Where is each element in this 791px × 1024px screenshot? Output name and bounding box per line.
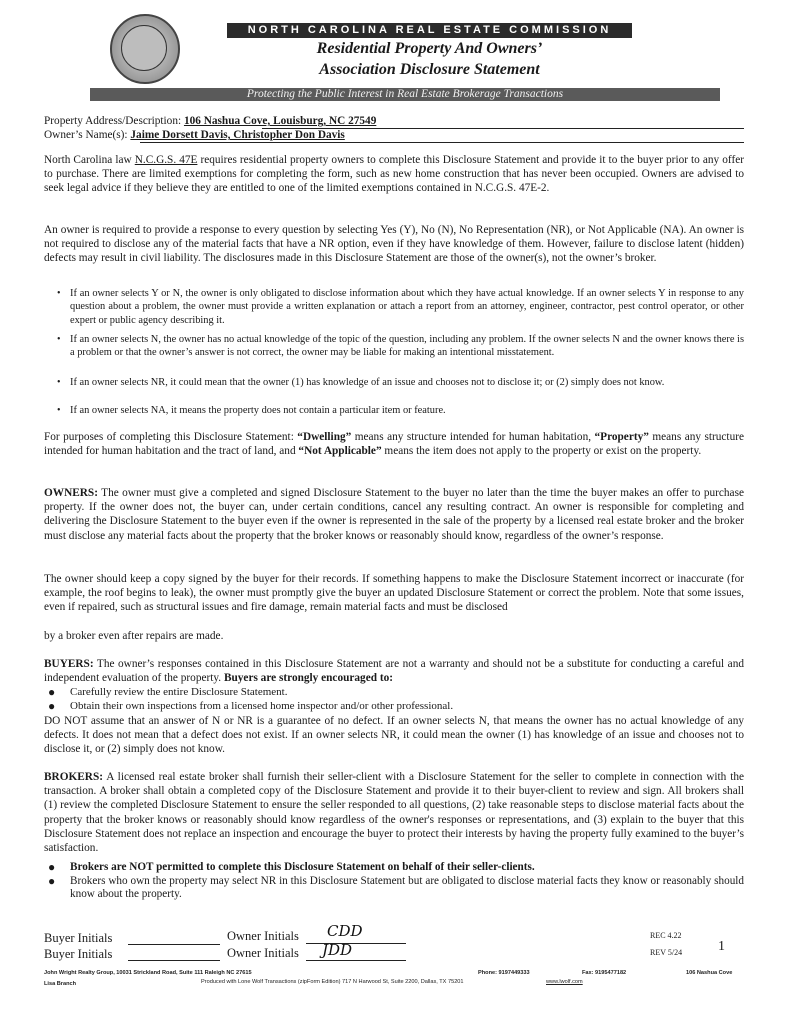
response-bullet-1 (57, 287, 744, 327)
footer-brokerage: John Wright Realty Group, 10031 Strickland Road, Suite 111 Raleigh NC 27615 (44, 970, 252, 976)
buyers-bullet-2-text: Obtain their own inspections from a licensed home inspector and/or other professional. (70, 700, 454, 712)
owners-paragraph-2-end: by a broker even after repairs are made. (44, 630, 224, 642)
owners-heading: OWNERS: (44, 487, 98, 499)
property-address-label: Property Address/Description: (44, 115, 182, 127)
rev-code: REV 5/24 (650, 948, 683, 957)
owner-initials-label-2: Owner Initials (227, 946, 299, 960)
brokers-bullet-1-text: Brokers are NOT permitted to complete this Disclosure Statement on behalf of their seller-clients. (70, 861, 535, 873)
response-bullet-1-text: If an owner selects Y or N, the owner is only obligated to disclose information about which they have actual knowledge. If an owner selects Y in response to any question about a problem, the owner must provide a written explanation or attach a report from an attorney, engineer, contractor, pest control operator, or other expert or public agency describing it. (70, 288, 744, 326)
commission-banner: NORTH CAROLINA REAL ESTATE COMMISSION (227, 23, 632, 38)
buyer-initials-label-2: Buyer Initials (44, 947, 113, 961)
footer-address: 106 Nashua Cove (686, 970, 733, 976)
brokers-paragraph (44, 770, 744, 855)
response-bullet-2 (57, 333, 744, 360)
buyer-initials-line-1[interactable] (128, 944, 220, 945)
owners-p2-text: The owner should keep a copy signed by the buyer for their records. If something happens to make the Disclosure Statement incorrect or inaccurate (for example, the roof begins to leak), the owner must promptly give the buyer an updated Disclosure Statement or correct the problem. Note that some issues, even if repaired, such as structural issues and fire damage, remain material facts and must be disclosed (44, 573, 744, 614)
footer-produced: Produced with Lone Wolf Transactions (zipForm Edition) 717 N Harwood St, Suite 2200, Dallas, TX 75201 (201, 979, 464, 985)
bullet-dot: • (57, 288, 61, 299)
buyers-encouraged: Buyers are strongly encouraged to: (223, 672, 393, 685)
brokers-p1-text: A licensed real estate broker shall furnish their seller-client with a Disclosure Statement for the seller to complete in connection with the transaction. A broker shall obtain a completed copy of the Disclosure Statement and provide it to their buyer-client to review and sign. All brokers shall (1) review the completed Disclosure Statement to ensure the seller responded to all questions, (2) take reasonable steps to disclose material facts about the property that the broker knows or reasonably should know regardless of the owner's responses or representations, and (3) explain to the buyer that this Disclosure Statement does not replace an inspection and encourage the buyer to protect their interests by having the property fully examined to the buyer’s satisfaction. (44, 771, 744, 855)
bullet-dot: ● (48, 685, 56, 699)
seal-center (121, 25, 167, 71)
buyers-paragraph-1 (44, 657, 744, 685)
form-title-line1: Residential Property And Owners’ (316, 40, 543, 57)
form-title-line2: Association Disclosure Statement (319, 61, 540, 78)
term-not-applicable: “Not Applicable” (298, 445, 382, 458)
bullet-dot: • (57, 405, 61, 416)
buyers-paragraph-2: DO NOT assume that an answer of N or NR is a guarantee of no defect. If an owner selects N, that means the owner has no actual knowledge of any defects. It does not mean that a defect does not exist. If an owner selects NR, it could mean the owner (1) has knowledge of an issue and chooses not to disclose it, or (2) simply does not know. (44, 715, 744, 756)
tagline-banner: Protecting the Public Interest in Real Estate Brokerage Transactions (90, 88, 720, 101)
bullet-dot: ● (48, 874, 56, 888)
definitions-text-c: means any structure intended for human habitation and the tract of land, and (44, 431, 744, 458)
owners-p1-text: The owner must give a completed and signed Disclosure Statement to the buyer no later than the time the buyer makes an offer to purchase property. If the owner does not, the buyer can, under certain conditions, cancel any resulting contract. An owner is responsible for completing and delivering the Disclosure Statement to the buyer even if the owner is represented in the sale of the property by a licensed real estate broker and the broker must disclose any material facts about the property that the broker knows or reasonably should know, regardless of the owner’s response. (44, 487, 744, 542)
brokers-bullet-2-text: Brokers who own the property may select NR in this Disclosure Statement but are obligated to disclose material facts they know or reasonably should know about the property. (70, 875, 744, 901)
response-bullet-2-text: If an owner selects N, the owner has no actual knowledge of the topic of the question, including any problem. If the owner selects N and the owner knows there is a problem or that the owner’s answer is not correct, the owner may be liable for making an intentional misstatement. (70, 334, 744, 359)
owner-names-row (44, 128, 744, 142)
owner-initials-line-1[interactable] (306, 943, 406, 944)
nc-commission-seal (110, 14, 180, 84)
term-dwelling: “Dwelling” (297, 431, 352, 443)
definitions-paragraph (44, 430, 744, 458)
response-bullet-4-text: If an owner selects NA, it means the property does not contain a particular item or feature. (70, 405, 446, 416)
footer-fax: Fax: 9195477182 (582, 970, 627, 976)
term-property: “Property” (594, 431, 649, 443)
property-address-value: 106 Nashua Cove, Louisburg, NC 27549 (183, 115, 377, 127)
intro-paragraph-2: An owner is required to provide a response to every question by selecting Yes (Y), No (N), No Representation (NR), or Not Applicable (NA). An owner is not required to disclose any of the material facts that have a NR option, even if they have knowledge of them. However, failure to disclose latent (hidden) defects may result in civil liability. The disclosures made in this Disclosure Statement are those of the owner(s), not the owner’s broker. (44, 224, 744, 265)
buyers-bullet-2 (48, 699, 744, 713)
owners-paragraph-1 (44, 486, 744, 543)
bullet-dot: ● (48, 860, 56, 874)
response-bullet-3-text: If an owner selects NR, it could mean that the owner (1) has knowledge of an issue and chooses not to disclose it; or (2) simply does not know. (70, 377, 665, 388)
response-bullet-4 (57, 404, 744, 417)
definitions-text-a: For purposes of completing this Disclosure Statement: (44, 431, 298, 443)
buyers-heading: BUYERS: (44, 658, 94, 670)
intro-p1-text-b: requires residential property owners to complete this Disclosure Statement and provide it to the buyer prior to any offer to purchase. There are limited exemptions for completing the form, such as new home construction that has never been occupied. Owners are advised to seek legal advice if they believe they are entitled to one of the limited exemptions contained in N.C.G.S. 47E-2. (44, 154, 744, 195)
bullet-dot: • (57, 377, 61, 388)
owner-initials-line-2[interactable] (306, 960, 406, 961)
buyers-bullet-1 (48, 685, 744, 699)
brokers-bullet-1 (48, 860, 744, 874)
buyer-initials-line-2[interactable] (128, 960, 220, 961)
response-bullet-3 (57, 376, 744, 389)
property-address-row (44, 114, 744, 128)
bullet-dot: ● (48, 699, 56, 713)
owners-paragraph-2 (44, 572, 744, 615)
owner-names-label: Owner’s Name(s): (44, 129, 128, 141)
footer-website-link[interactable]: www.lwolf.com (546, 979, 583, 985)
page-number: 1 (718, 939, 725, 954)
intro-p1-text-a: North Carolina law (44, 154, 135, 166)
brokers-heading: BROKERS: (44, 771, 104, 783)
owner-initials-label-1: Owner Initials (227, 929, 299, 943)
owner-names-value: Jaime Dorsett Davis, Christopher Don Davis (130, 129, 345, 141)
buyer-initials-label-1: Buyer Initials (44, 931, 113, 945)
buyers-bullet-1-text: Carefully review the entire Disclosure Statement. (70, 686, 288, 698)
owner-signature-1: CDD (327, 922, 363, 940)
bullet-dot: • (57, 334, 61, 345)
rec-code: REC 4.22 (650, 931, 682, 940)
definitions-text-d: means the item does not apply to the property or exist on the property. (381, 445, 702, 458)
footer-phone: Phone: 9197449333 (478, 970, 530, 976)
owners-underline (140, 142, 744, 143)
owner-signature-2: JDD (322, 941, 353, 959)
buyers-p1-text: The owner’s responses contained in this Disclosure Statement are not a warranty and should not be a substitute for conducting a careful and independent evaluation of the property. (44, 658, 744, 685)
definitions-text-b: means any structure intended for human habitation, (351, 431, 595, 443)
footer-agent: Lisa Branch (44, 981, 77, 987)
brokers-bullet-2 (48, 874, 744, 902)
intro-paragraph-1 (44, 153, 744, 196)
statute-link: N.C.G.S. 47E (134, 154, 198, 166)
